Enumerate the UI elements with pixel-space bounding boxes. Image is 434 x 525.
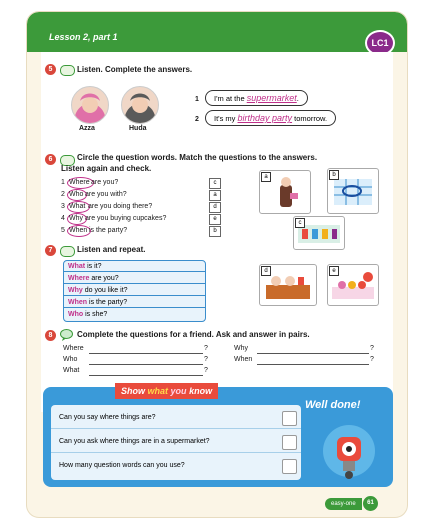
question-text: is she? bbox=[85, 311, 108, 318]
question-mark: ? bbox=[204, 356, 208, 363]
question-word: Why bbox=[68, 287, 83, 294]
exercise-number: 5 bbox=[45, 64, 56, 75]
question-mark: ? bbox=[204, 345, 208, 352]
question-word[interactable]: Why bbox=[69, 215, 83, 222]
question-number: 4 bbox=[61, 215, 65, 222]
question-text: are you with? bbox=[85, 191, 127, 198]
question-row bbox=[61, 202, 231, 214]
answer-text[interactable]: supermarket bbox=[246, 93, 297, 103]
picture-letter: e bbox=[329, 266, 339, 276]
exercise-number: 7 bbox=[45, 245, 56, 256]
exercise-sheet bbox=[41, 52, 393, 412]
exercise-instruction: Listen and repeat. bbox=[77, 245, 146, 254]
person-name: Azza bbox=[79, 125, 95, 132]
banner-word: you bbox=[170, 386, 187, 396]
question-word: Where bbox=[68, 275, 90, 282]
robot-illustration bbox=[319, 417, 379, 481]
answer-box[interactable]: c bbox=[209, 178, 221, 189]
question-number: 1 bbox=[61, 179, 65, 186]
question-starter: When bbox=[234, 356, 253, 363]
exercise-instruction: Listen. Complete the answers. bbox=[77, 65, 193, 74]
self-check-text: Can you say where things are? bbox=[59, 414, 156, 421]
question-text: do you like it? bbox=[84, 287, 128, 294]
repeat-row bbox=[64, 285, 205, 296]
question-number: 5 bbox=[61, 227, 65, 234]
exercise-instruction-2: Listen again and check. bbox=[61, 164, 152, 173]
question-text: are you? bbox=[91, 275, 119, 282]
question-word[interactable]: Where bbox=[69, 179, 90, 186]
speech-bubble bbox=[205, 110, 336, 126]
question-row bbox=[61, 214, 231, 226]
picture-e bbox=[327, 264, 379, 306]
self-check-item bbox=[51, 431, 301, 453]
workbook-page bbox=[27, 12, 407, 517]
picture-letter: a bbox=[261, 172, 271, 182]
banner-word: what bbox=[147, 386, 169, 396]
audio-icon[interactable] bbox=[60, 65, 75, 76]
question-word[interactable]: When bbox=[69, 227, 88, 234]
bubble-suffix: . bbox=[296, 94, 299, 103]
speech-bubble bbox=[205, 90, 308, 106]
huda-photo bbox=[121, 86, 159, 124]
answer-line[interactable] bbox=[89, 375, 203, 376]
line-number: 2 bbox=[195, 116, 199, 123]
line-number: 1 bbox=[195, 96, 199, 103]
picture-letter: c bbox=[295, 218, 305, 228]
picture-d bbox=[259, 264, 317, 306]
answer-text[interactable]: birthday party bbox=[237, 113, 293, 123]
lesson-title: Lesson 2, part 1 bbox=[49, 32, 118, 42]
question-mark: ? bbox=[204, 367, 208, 374]
self-check-list bbox=[51, 405, 301, 480]
question-text: is the party? bbox=[89, 299, 128, 306]
lesson-badge: LC1 bbox=[365, 30, 395, 56]
person-name: Huda bbox=[129, 125, 147, 132]
speech-icon bbox=[60, 329, 73, 341]
question-text: are you buying cupcakes? bbox=[85, 215, 167, 222]
question-text: is it? bbox=[87, 263, 102, 270]
question-row bbox=[61, 226, 231, 238]
lesson-header bbox=[27, 12, 407, 52]
answer-box[interactable]: d bbox=[209, 202, 221, 213]
show-what-you-know-panel bbox=[43, 387, 393, 487]
question-starter: Why bbox=[234, 345, 248, 352]
audio-icon[interactable] bbox=[60, 246, 75, 257]
answer-line[interactable] bbox=[257, 364, 369, 365]
question-text: is the party? bbox=[89, 227, 128, 234]
azza-photo bbox=[71, 86, 109, 124]
answer-line[interactable] bbox=[89, 353, 203, 354]
question-starter: Who bbox=[63, 356, 78, 363]
answer-box[interactable]: b bbox=[209, 226, 221, 237]
exercise-number: 6 bbox=[45, 154, 56, 165]
repeat-row bbox=[64, 297, 205, 308]
question-text: are you doing there? bbox=[88, 203, 153, 210]
page-number: 61 bbox=[363, 496, 378, 511]
picture-a bbox=[259, 170, 311, 214]
repeat-row bbox=[64, 261, 205, 272]
repeat-row bbox=[64, 309, 205, 320]
question-text: are you? bbox=[91, 179, 119, 186]
banner-word: Show bbox=[121, 386, 145, 396]
bubble-prefix: It's my bbox=[214, 114, 236, 123]
picture-letter: d bbox=[261, 266, 271, 276]
picture-letter: b bbox=[329, 170, 339, 180]
repeat-row bbox=[64, 273, 205, 284]
question-starter: Where bbox=[63, 345, 84, 352]
question-row bbox=[61, 178, 231, 190]
exercise-number: 8 bbox=[45, 330, 56, 341]
question-list bbox=[61, 178, 231, 238]
question-word: What bbox=[68, 263, 86, 270]
answer-box[interactable]: e bbox=[209, 214, 221, 225]
self-check-checkbox[interactable] bbox=[282, 435, 297, 450]
question-word: When bbox=[68, 299, 88, 306]
bubble-prefix: I'm at the bbox=[214, 94, 245, 103]
question-word[interactable]: Who bbox=[69, 191, 84, 198]
question-starter: What bbox=[63, 367, 80, 374]
question-number: 2 bbox=[61, 191, 65, 198]
series-tag: easy-one bbox=[325, 498, 362, 510]
bubble-suffix: tomorrow. bbox=[294, 114, 328, 123]
question-row bbox=[61, 190, 231, 202]
self-check-text: How many question words can you use? bbox=[59, 462, 185, 469]
banner-word: know bbox=[189, 386, 213, 396]
question-mark: ? bbox=[370, 345, 374, 352]
exercise-instruction: Complete the questions for a friend. Ask and answer in pairs. bbox=[77, 330, 310, 339]
picture-c bbox=[293, 216, 345, 250]
answer-box[interactable]: a bbox=[209, 190, 221, 201]
show-what-you-know-banner bbox=[115, 383, 218, 399]
picture-b bbox=[327, 168, 379, 214]
answer-line[interactable] bbox=[257, 353, 369, 354]
self-check-item bbox=[51, 407, 301, 429]
self-check-checkbox[interactable] bbox=[282, 459, 297, 474]
repeat-table bbox=[63, 260, 206, 322]
self-check-item bbox=[51, 455, 301, 477]
self-check-text: Can you ask where things are in a supermarket? bbox=[59, 438, 210, 445]
exercise-instruction: Circle the question words. Match the questions to the answers. bbox=[77, 153, 318, 162]
question-mark: ? bbox=[370, 356, 374, 363]
well-done-text: Well done! bbox=[305, 399, 361, 411]
self-check-checkbox[interactable] bbox=[282, 411, 297, 426]
question-word: Who bbox=[68, 311, 84, 318]
question-number: 3 bbox=[61, 203, 65, 210]
answer-line[interactable] bbox=[89, 364, 203, 365]
question-word[interactable]: What bbox=[69, 203, 86, 210]
